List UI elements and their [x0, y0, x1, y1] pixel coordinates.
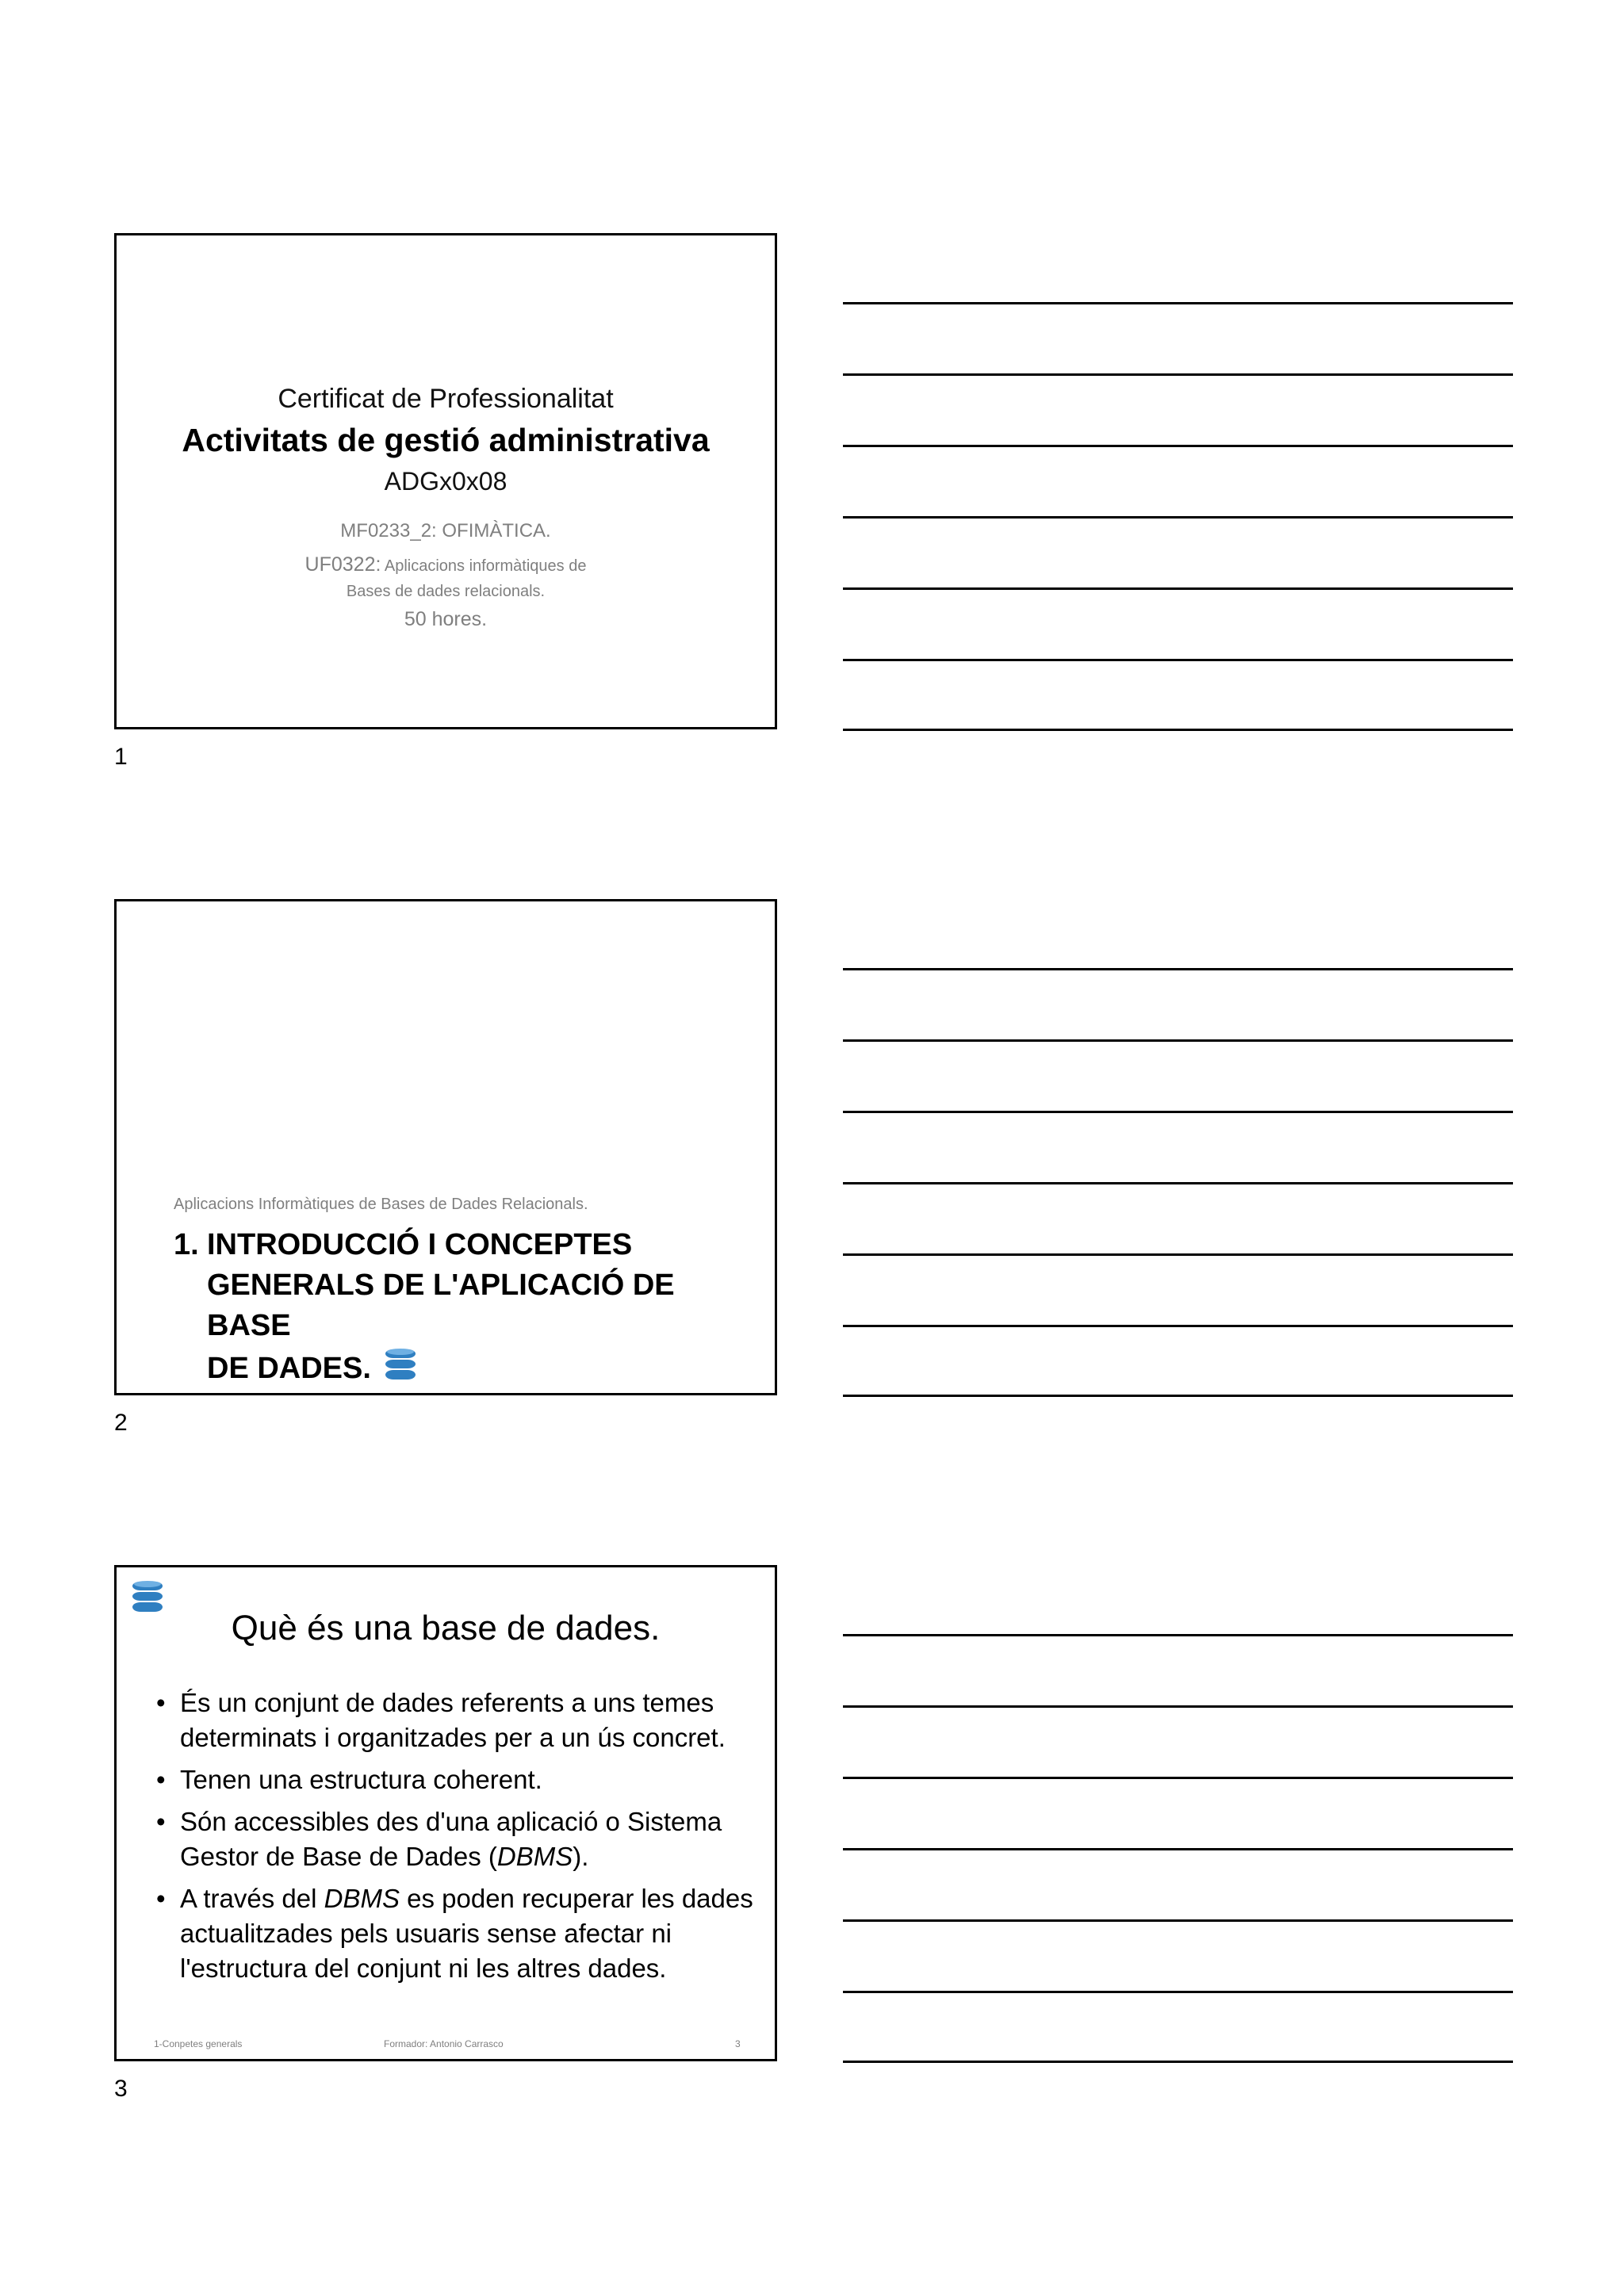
certificate-label: Certificat de Professionalitat [278, 384, 614, 414]
heading-line2: GENERALS DE L'APLICACIÓ DE BASE [207, 1269, 675, 1342]
note-line [843, 1705, 1513, 1708]
hours-label: 50 hores. [404, 608, 488, 630]
note-line [843, 302, 1513, 304]
footer-center: Formador: Antonio Carrasco [384, 2038, 504, 2049]
slide-number-3: 3 [114, 2076, 128, 2102]
note-line [843, 729, 1513, 731]
heading-line3: DE DADES. [207, 1352, 371, 1385]
list-item: • És un conjunt de dades referents a uns temes determinats i organitzades per a un ús concret. [156, 1688, 726, 1752]
unit-code: UF0322: [304, 553, 381, 576]
slide-number-2: 2 [114, 1410, 128, 1436]
note-line [843, 659, 1513, 661]
note-line [843, 1848, 1513, 1850]
note-line [843, 1325, 1513, 1327]
note-line [843, 445, 1513, 447]
note-line [843, 1919, 1513, 1922]
note-line [843, 587, 1513, 590]
heading-line1: INTRODUCCIÓ I CONCEPTES [207, 1228, 633, 1261]
list-item: • A través del DBMS es poden recuperar les dades actualitzades pels usuaris sense afectar ni l'estructura del conjunt ni les altres dades. [156, 1884, 753, 1983]
note-line [843, 1777, 1513, 1779]
slide-number-1: 1 [114, 744, 128, 770]
note-line [843, 968, 1513, 970]
note-line [843, 516, 1513, 519]
module-label: MF0233_2: OFIMÀTICA. [340, 520, 551, 541]
list-item: • Tenen una estructura coherent. [156, 1765, 542, 1794]
slide-3 [114, 1565, 777, 2061]
bullet-list [156, 1686, 759, 1993]
note-line [843, 373, 1513, 376]
slide-2 [114, 899, 777, 1395]
note-line [843, 1182, 1513, 1184]
course-title: Activitats de gestió administrativa [182, 422, 710, 458]
course-code: ADGx0x08 [384, 467, 508, 496]
unit-text-line1: Aplicacions informàtiques de [384, 557, 587, 575]
note-line [843, 1039, 1513, 1042]
note-line [843, 1111, 1513, 1113]
section-heading [174, 1225, 745, 1389]
footer-left: 1-Conpetes generals [154, 2038, 243, 2049]
unit-text-line2: Bases de dades relacionals. [346, 583, 546, 600]
heading-number: 1. [174, 1228, 199, 1261]
note-line [843, 1634, 1513, 1636]
slide-title: Què és una base de dades. [231, 1609, 661, 1647]
note-line [843, 1395, 1513, 1397]
note-line [843, 1253, 1513, 1256]
note-line [843, 2061, 1513, 2063]
list-item: • Són accessibles des d'una aplicació o Sistema Gestor de Base de Dades (DBMS). [156, 1807, 722, 1871]
section-subtitle: Aplicacions Informàtiques de Bases de Dades Relacionals. [174, 1196, 588, 1213]
footer-page: 3 [735, 2038, 741, 2049]
unit-label [117, 553, 775, 605]
note-line [843, 1991, 1513, 1993]
slide-1 [114, 233, 777, 729]
database-icon [384, 1346, 417, 1383]
